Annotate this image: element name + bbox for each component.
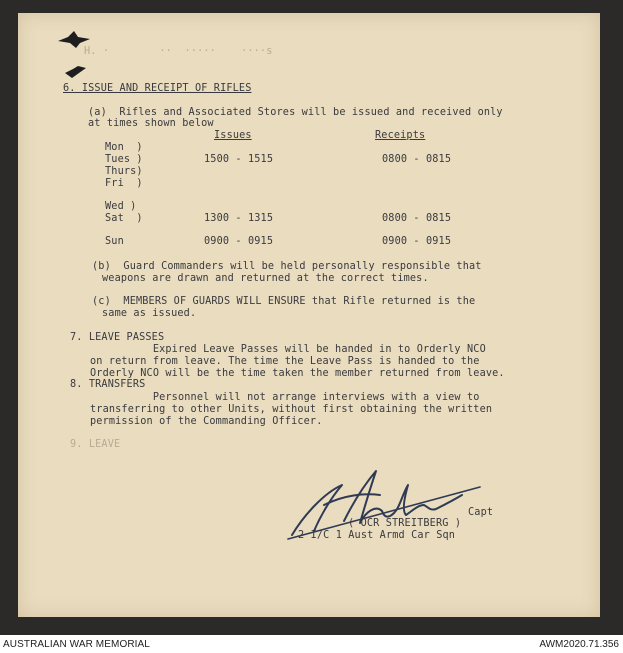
para-b-line-1: (b) Guard Commanders will be held personally responsible that bbox=[92, 261, 482, 272]
para-c-line-1: (c) MEMBERS OF GUARDS WILL ENSURE that Rifle returned is the bbox=[92, 296, 476, 307]
day-label: Fri ) bbox=[105, 178, 143, 189]
faint-section-9: 9. LEAVE bbox=[70, 439, 121, 450]
section-6-title: 6. ISSUE AND RECEIPT OF RIFLES bbox=[63, 83, 252, 94]
section-8-title: 8. TRANSFERS bbox=[70, 379, 146, 390]
section-7-title: 7. LEAVE PASSES bbox=[70, 332, 165, 343]
footer-institution: AUSTRALIAN WAR MEMORIAL bbox=[3, 639, 150, 650]
document-page bbox=[18, 13, 600, 617]
signature-name: ( OCR STREITBERG ) bbox=[348, 518, 462, 529]
section-7-line-3: Orderly NCO will be the time taken the member returned from leave. bbox=[90, 368, 505, 379]
ink-blot-bottom bbox=[64, 65, 88, 79]
section-7-line-1: Expired Leave Passes will be handed in to Orderly NCO bbox=[90, 344, 486, 355]
day-label: Tues ) bbox=[105, 154, 143, 165]
section-8-line-2: transferring to other Units, without first obtaining the written bbox=[90, 404, 493, 415]
section-7-line-2: on return from leave. The time the Leave Pass is handed to the bbox=[90, 356, 480, 367]
section-8-line-3: permission of the Commanding Officer. bbox=[90, 416, 323, 427]
day-label: Sun bbox=[105, 236, 124, 247]
faint-header-text: H. · ·· ····· ····s bbox=[84, 46, 273, 57]
signature-unit: 2 I/C 1 Aust Armd Car Sqn bbox=[298, 530, 456, 541]
day-label: Sat ) bbox=[105, 213, 143, 224]
para-c-line-2: same as issued. bbox=[102, 308, 197, 319]
receipt-time: 0800 - 0815 bbox=[382, 154, 452, 165]
day-label: Wed ) bbox=[105, 201, 137, 212]
issue-time: 0900 - 0915 bbox=[204, 236, 274, 247]
receipt-time: 0900 - 0915 bbox=[382, 236, 452, 247]
day-label: Thurs) bbox=[105, 166, 143, 177]
issue-time: 1300 - 1315 bbox=[204, 213, 274, 224]
para-b-line-2: weapons are drawn and returned at the correct times. bbox=[102, 273, 429, 284]
day-label: Mon ) bbox=[105, 142, 143, 153]
para-a-line-1: (a) Rifles and Associated Stores will be issued and received only bbox=[88, 107, 503, 118]
footer-accession-number: AWM2020.71.356 bbox=[539, 639, 619, 650]
section-8-line-1: Personnel will not arrange interviews with a view to bbox=[90, 392, 480, 403]
archive-footer bbox=[0, 635, 623, 653]
receipt-time: 0800 - 0815 bbox=[382, 213, 452, 224]
issue-time: 1500 - 1515 bbox=[204, 154, 274, 165]
column-header-receipts: Receipts bbox=[375, 130, 426, 141]
signature-rank: Capt bbox=[468, 507, 494, 518]
para-a-line-2: at times shown below bbox=[88, 118, 214, 129]
column-header-issues: Issues bbox=[214, 130, 252, 141]
